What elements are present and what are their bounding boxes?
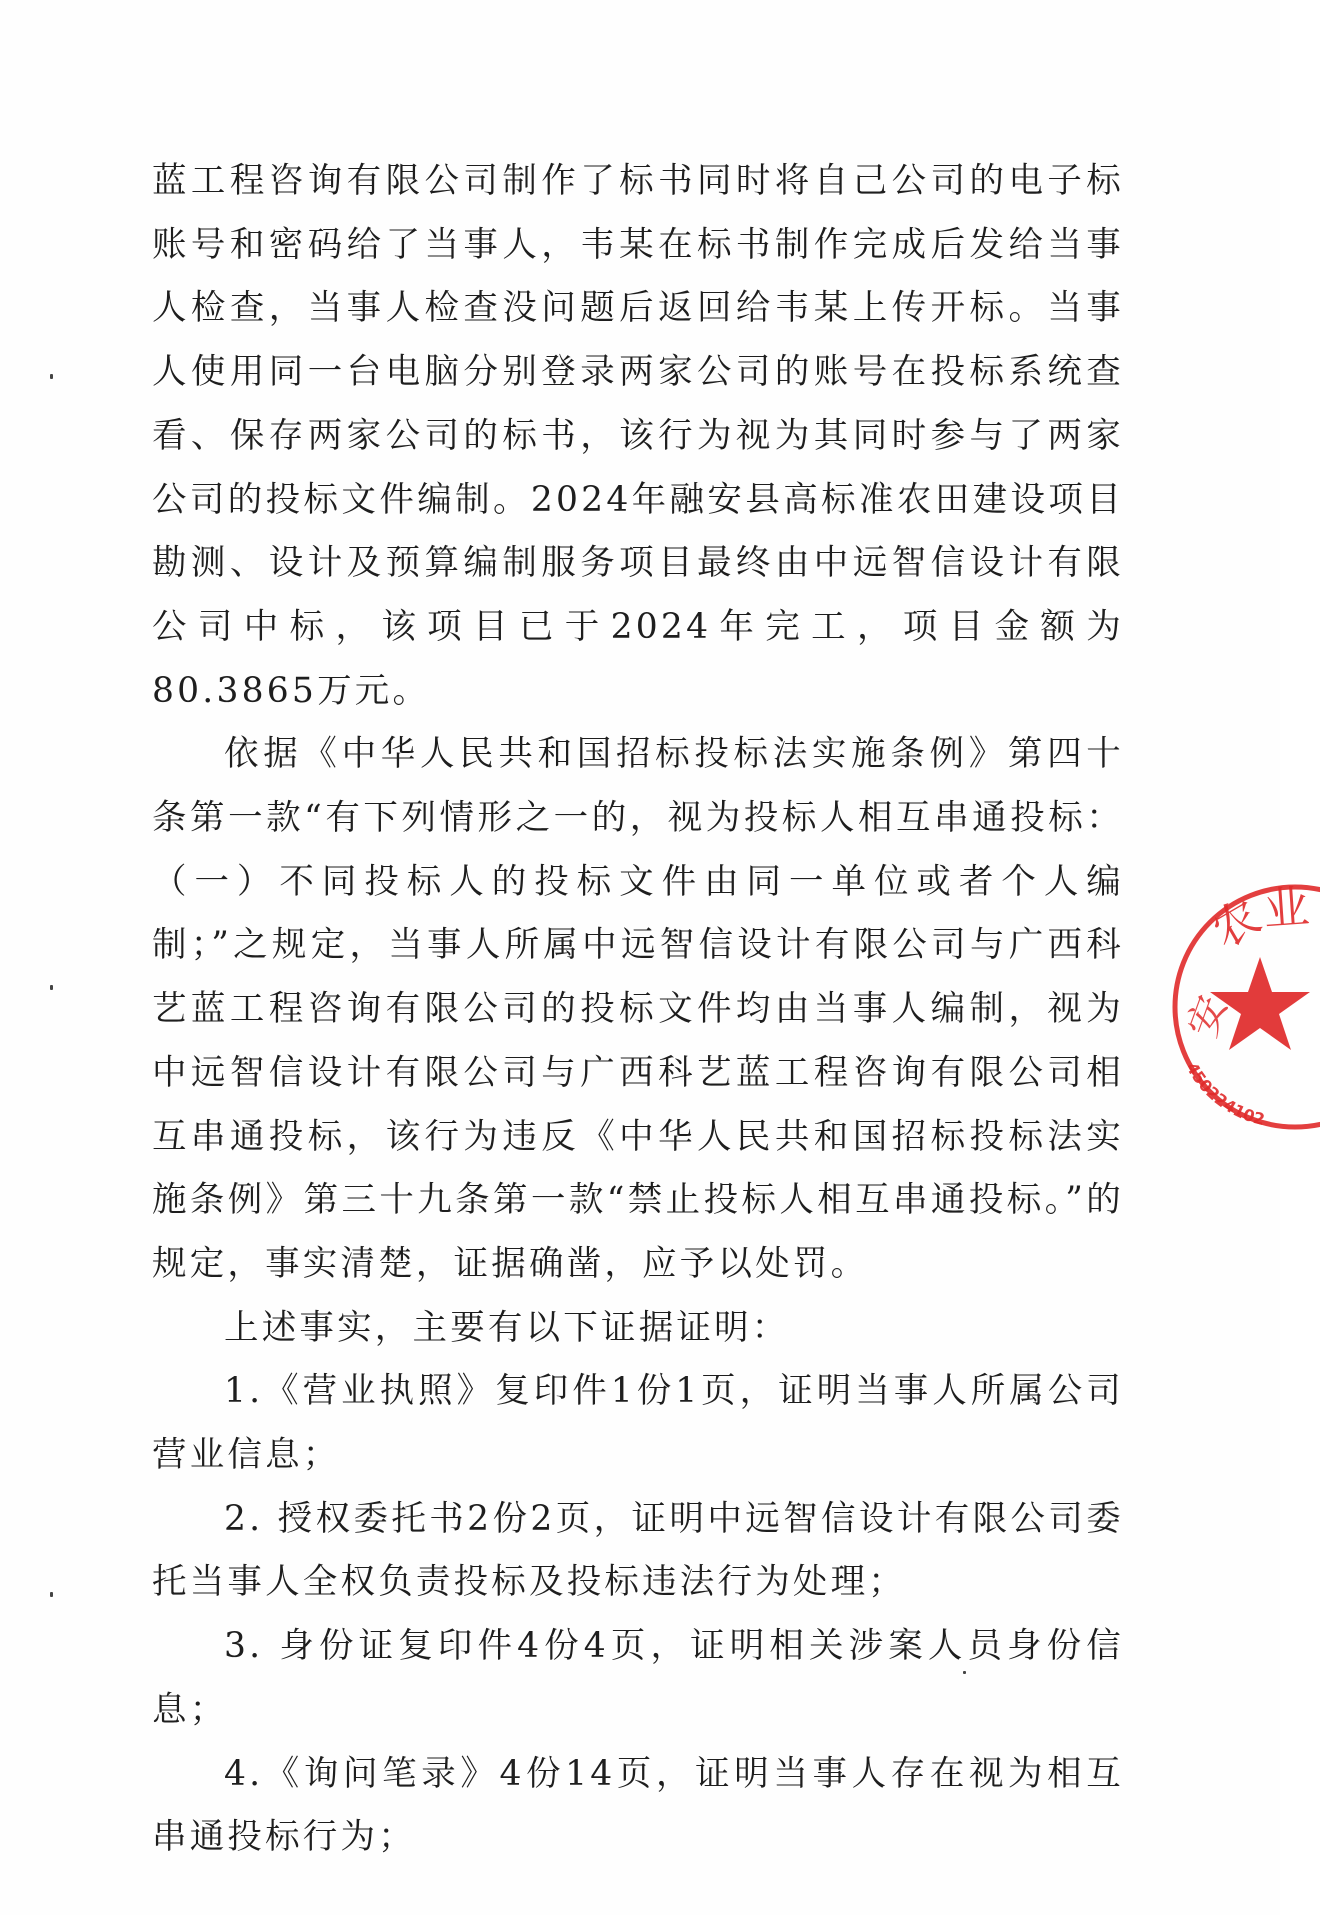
paragraph-legal-basis: 依据《中华人民共和国招标投标法实施条例》第四十条第一款“有下列情形之一的，视为投标人相互串通投标：（一）不同投标人的投标文件由同一单位或者个人编制；”之规定，当事人所属中远智信设计有限公司与广西科艺蓝工程咨询有限公司的投标文件均由当事人编制，视为中远智信设计有限公司与广西科艺蓝工程咨询有限公司相互串通投标，该行为违反《中华人民共和国招标投标法实施条例》第三十九条第一款“禁止投标人相互串通投标。”的规定，事实清楚，证据确凿，应予以处罚。 bbox=[152, 734, 1124, 1284]
scan-speck bbox=[50, 985, 53, 990]
document-body bbox=[152, 150, 1124, 1870]
scan-speck bbox=[963, 1671, 966, 1674]
seal-text-left: 安 bbox=[1179, 989, 1237, 1044]
scan-speck bbox=[50, 374, 53, 379]
seal-text-top: 农业 bbox=[1202, 879, 1312, 959]
official-seal bbox=[1150, 862, 1320, 1132]
seal-code: 450224102 bbox=[1182, 1059, 1267, 1130]
evidence-item-3: 3. 身份证复印件4份4页，证明相关涉案人员身份信息； bbox=[152, 1626, 1124, 1730]
evidence-item-1: 1.《营业执照》复印件1份1页，证明当事人所属公司营业信息； bbox=[152, 1371, 1124, 1476]
evidence-item-2: 2. 授权委托书2份2页，证明中远智信设计有限公司委托当事人全权负责投标及投标违法行为处理； bbox=[152, 1498, 1124, 1603]
paragraph-facts: 蓝工程咨询有限公司制作了标书同时将自己公司的电子标账号和密码给了当事人，韦某在标书制作完成后发给当事人检查，当事人检查没问题后返回给韦某上传开标。当事人使用同一台电脑分别登录两家公司的账号在投标系统查看、保存两家公司的标书，该行为视为其同时参与了两家公司的投标文件编制。2024年融安县高标准农田建设项目勘测、设计及预算编制服务项目最终由中远智信设计有限公司中标，该项目已于2024年完工，项目金额为80.3865万元。 bbox=[152, 161, 1124, 711]
scan-speck bbox=[50, 1592, 53, 1597]
evidence-item-4: 4.《询问笔录》4份14页，证明当事人存在视为相互串通投标行为； bbox=[152, 1753, 1124, 1858]
paragraph-evidence-intro: 上述事实，主要有以下证据证明： bbox=[224, 1307, 790, 1348]
